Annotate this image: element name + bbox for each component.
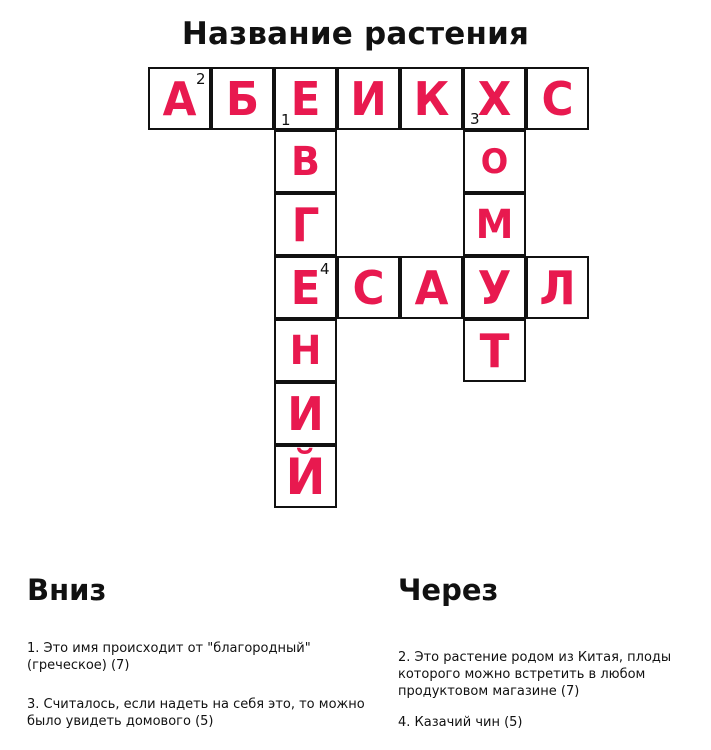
- across-clue-2: 2. Это растение родом из Китая, плоды которого можно встретить в любом продуктовом магазине (7): [398, 650, 672, 699]
- handwritten-letter: С: [352, 260, 385, 315]
- handwritten-letter: Б: [225, 71, 260, 126]
- handwritten-letter: Й: [285, 447, 326, 506]
- handwritten-letter: А: [414, 260, 449, 315]
- handwritten-letter: С: [541, 71, 574, 126]
- across-heading: Через: [398, 573, 499, 607]
- down-clue-3: 3. Считалось, если надеть на себя это, то можно было увидеть домового (5): [27, 697, 365, 729]
- handwritten-letter: У: [477, 260, 512, 315]
- handwritten-letter: Т: [479, 323, 510, 378]
- handwritten-letter: Л: [539, 260, 576, 315]
- down-clue-1: 1. Это имя происходит от "благородный" (греческое) (7): [27, 641, 311, 673]
- handwritten-letter: Г: [291, 197, 320, 252]
- clue-number: 4: [320, 260, 330, 278]
- handwritten-letter: Н: [289, 327, 322, 374]
- handwritten-letter: И: [350, 71, 387, 126]
- page-title: Название растения: [181, 16, 530, 52]
- handwritten-letter: Е: [290, 260, 321, 315]
- across-clue-4: 4. Казачий чин (5): [398, 715, 523, 730]
- clue-number: 3: [470, 110, 480, 128]
- handwritten-letter: М: [475, 201, 514, 248]
- clue-number: 1: [281, 111, 291, 129]
- handwritten-letter: И: [287, 386, 324, 441]
- clue-number: 2: [196, 70, 206, 88]
- handwritten-letter: Х: [477, 71, 512, 126]
- handwritten-letter: К: [413, 71, 450, 126]
- handwritten-letter: Е: [290, 71, 321, 126]
- down-heading: Вниз: [27, 573, 107, 607]
- handwritten-letter: А: [162, 71, 197, 126]
- handwritten-letter: В: [291, 138, 320, 185]
- handwritten-letter: О: [480, 141, 509, 182]
